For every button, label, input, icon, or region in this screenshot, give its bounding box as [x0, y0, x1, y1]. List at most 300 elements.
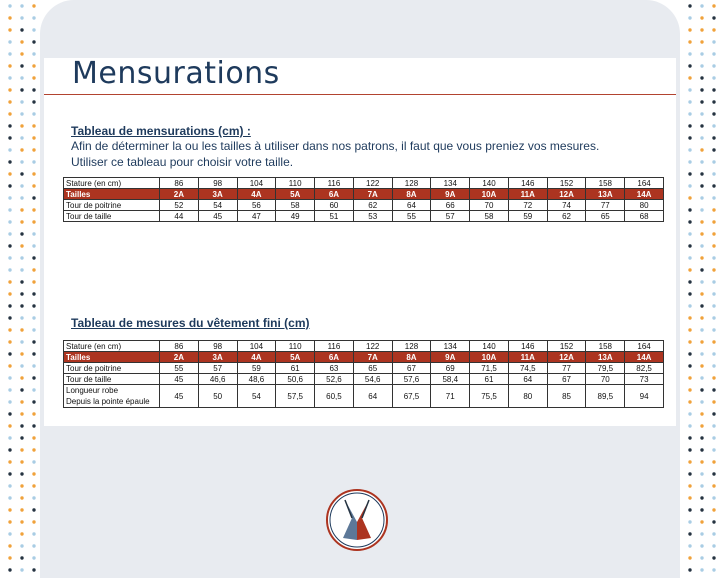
- decor-dot: [712, 148, 715, 151]
- decor-dot: [8, 256, 11, 259]
- mensurations-heading: Tableau de mensurations (cm) :: [71, 124, 251, 138]
- decor-dot: [700, 532, 703, 535]
- decor-dot: [20, 112, 23, 115]
- table-cell: 158: [586, 341, 625, 352]
- table-cell: 71: [431, 385, 470, 408]
- decor-dot: [32, 88, 35, 91]
- decor-dot: [32, 52, 35, 55]
- decor-dot: [32, 160, 35, 163]
- finished-garment-heading: Tableau de mesures du vêtement fini (cm): [71, 316, 310, 330]
- decor-dot: [32, 148, 35, 151]
- table-cell: 10A: [470, 189, 509, 200]
- table-cell: 4A: [237, 189, 276, 200]
- decor-dot: [32, 64, 35, 67]
- decor-dot: [8, 124, 11, 127]
- decor-dot: [32, 220, 35, 223]
- decor-dot: [712, 196, 715, 199]
- decor-dot: [20, 448, 23, 451]
- table-cell: 94: [625, 385, 664, 408]
- decor-dot: [32, 244, 35, 247]
- table-cell: 104: [237, 341, 276, 352]
- table-cell: 122: [353, 178, 392, 189]
- decor-dot: [688, 232, 691, 235]
- table-cell: 122: [353, 341, 392, 352]
- table-cell: 67: [547, 374, 586, 385]
- decor-dot: [688, 352, 691, 355]
- decor-dot: [20, 436, 23, 439]
- decor-dot: [712, 484, 715, 487]
- table-cell: 11A: [508, 352, 547, 363]
- decor-dot: [688, 184, 691, 187]
- decor-dot: [712, 244, 715, 247]
- table-cell: 77: [547, 363, 586, 374]
- decor-dot: [32, 484, 35, 487]
- table-cell: 8A: [392, 189, 431, 200]
- decor-dot: [20, 568, 23, 571]
- decor-dot: [712, 460, 715, 463]
- decor-dot: [688, 556, 691, 559]
- table-cell: 60: [315, 200, 354, 211]
- table-cell: 11A: [508, 189, 547, 200]
- decor-dot: [32, 196, 35, 199]
- decor-dot: [700, 148, 703, 151]
- table-cell: 140: [470, 341, 509, 352]
- intro-line-1: Afin de déterminer la ou les tailles à utiliser dans nos patrons, il faut que vous preniez vos mesures.: [71, 139, 600, 153]
- table-cell: 5A: [276, 189, 315, 200]
- table-cell: 47: [237, 211, 276, 222]
- table-cell: 6A: [315, 189, 354, 200]
- table-row: [64, 352, 664, 363]
- decor-dot: [700, 40, 703, 43]
- title-divider: [44, 94, 676, 95]
- decor-dot: [712, 532, 715, 535]
- row-label: Tour de poitrine: [64, 200, 160, 211]
- table-row: [64, 385, 664, 408]
- table-cell: 67: [392, 363, 431, 374]
- decor-dot: [712, 544, 715, 547]
- decor-dot: [20, 388, 23, 391]
- decor-dot: [712, 232, 715, 235]
- decor-dot: [8, 268, 11, 271]
- decor-dot: [8, 220, 11, 223]
- table-cell: 58: [276, 200, 315, 211]
- decor-dot: [20, 316, 23, 319]
- decor-dot: [8, 136, 11, 139]
- table-cell: 110: [276, 341, 315, 352]
- decor-dot: [712, 568, 715, 571]
- decor-dot: [700, 496, 703, 499]
- decor-dot: [700, 28, 703, 31]
- decor-dot: [32, 472, 35, 475]
- table-cell: 70: [470, 200, 509, 211]
- decor-dot: [700, 484, 703, 487]
- table-cell: 60,5: [315, 385, 354, 408]
- decor-dot: [688, 268, 691, 271]
- decor-dot: [32, 364, 35, 367]
- decor-dot: [20, 364, 23, 367]
- decor-dot: [8, 424, 11, 427]
- table-cell: 3A: [198, 352, 237, 363]
- decor-dot: [712, 352, 715, 355]
- row-label: Stature (en cm): [64, 341, 160, 352]
- table-row: [64, 341, 664, 352]
- decor-dot: [8, 100, 11, 103]
- decor-dot: [32, 436, 35, 439]
- table-cell: 51: [315, 211, 354, 222]
- table-row: [64, 200, 664, 211]
- table-cell: 8A: [392, 352, 431, 363]
- decor-dot: [32, 172, 35, 175]
- decor-dot: [712, 76, 715, 79]
- decor-dot: [688, 472, 691, 475]
- decor-dot: [32, 556, 35, 559]
- table-cell: 2A: [160, 352, 199, 363]
- decor-dot: [712, 328, 715, 331]
- decor-dot: [20, 28, 23, 31]
- decor-dot: [8, 88, 11, 91]
- table-cell: 64: [353, 385, 392, 408]
- decor-dot: [20, 136, 23, 139]
- decor-dot: [20, 484, 23, 487]
- decor-dot: [20, 472, 23, 475]
- decor-dot: [700, 340, 703, 343]
- decor-dot: [32, 184, 35, 187]
- decor-dot: [8, 244, 11, 247]
- decor-dot: [32, 124, 35, 127]
- row-label: Tour de poitrine: [64, 363, 160, 374]
- decor-dot: [700, 16, 703, 19]
- table-cell: 146: [508, 341, 547, 352]
- decor-dot: [32, 400, 35, 403]
- finished-garment-table: [63, 340, 664, 408]
- decor-dot: [8, 52, 11, 55]
- table-cell: 4A: [237, 352, 276, 363]
- decor-dot: [700, 76, 703, 79]
- table-row: [64, 211, 664, 222]
- decor-dot: [712, 292, 715, 295]
- decor-dot: [700, 352, 703, 355]
- decor-dot: [20, 496, 23, 499]
- decor-dot: [688, 412, 691, 415]
- decor-dot: [712, 112, 715, 115]
- decor-dot: [700, 52, 703, 55]
- decor-dot: [712, 160, 715, 163]
- decor-dot: [8, 184, 11, 187]
- decor-dot: [712, 28, 715, 31]
- decor-dot: [700, 388, 703, 391]
- table-cell: 61: [470, 374, 509, 385]
- decor-dot: [712, 136, 715, 139]
- table-cell: 128: [392, 341, 431, 352]
- mensurations-table: [63, 177, 664, 222]
- decor-dot: [8, 28, 11, 31]
- decor-dot: [700, 472, 703, 475]
- decor-dot: [32, 28, 35, 31]
- decor-dot: [688, 52, 691, 55]
- decor-dot: [8, 172, 11, 175]
- decor-dot: [20, 76, 23, 79]
- row-label-line: Depuis la pointe épaule: [66, 397, 150, 406]
- table-cell: 69: [431, 363, 470, 374]
- table-cell: 164: [625, 178, 664, 189]
- decor-dot: [712, 412, 715, 415]
- decor-dot: [700, 100, 703, 103]
- decor-dot: [700, 568, 703, 571]
- table-cell: 146: [508, 178, 547, 189]
- decor-dot: [712, 52, 715, 55]
- decor-dot: [688, 76, 691, 79]
- table-cell: 55: [392, 211, 431, 222]
- decor-dot: [8, 532, 11, 535]
- decor-dot: [32, 508, 35, 511]
- decor-dot: [8, 148, 11, 151]
- table-cell: 57,6: [392, 374, 431, 385]
- decor-dot: [700, 376, 703, 379]
- decor-dot: [8, 520, 11, 523]
- decor-dot: [20, 340, 23, 343]
- decor-dot: [8, 412, 11, 415]
- decor-dot: [700, 508, 703, 511]
- decor-dot: [32, 136, 35, 139]
- decor-dot: [32, 424, 35, 427]
- decor-dot: [20, 376, 23, 379]
- decor-dot: [700, 160, 703, 163]
- table-cell: 14A: [625, 352, 664, 363]
- decor-dot: [712, 496, 715, 499]
- decor-dot: [32, 520, 35, 523]
- decor-dot: [712, 280, 715, 283]
- row-label: Tour de taille: [64, 374, 160, 385]
- table-cell: 164: [625, 341, 664, 352]
- decor-dot: [712, 556, 715, 559]
- intro-text: [71, 138, 599, 170]
- decor-dot: [688, 424, 691, 427]
- decor-dot: [20, 124, 23, 127]
- table-cell: 70: [586, 374, 625, 385]
- table-cell: 116: [315, 178, 354, 189]
- decor-dot: [32, 280, 35, 283]
- dress-logo-icon: [325, 488, 389, 552]
- decor-dot: [688, 136, 691, 139]
- decor-dot: [8, 544, 11, 547]
- decor-dot: [20, 64, 23, 67]
- decor-dot: [20, 268, 23, 271]
- table-cell: 59: [508, 211, 547, 222]
- decor-dot: [688, 160, 691, 163]
- table-cell: 7A: [353, 352, 392, 363]
- decor-dot: [712, 184, 715, 187]
- decor-dot: [712, 268, 715, 271]
- decor-dot: [700, 364, 703, 367]
- table-cell: 73: [625, 374, 664, 385]
- decor-dot: [8, 316, 11, 319]
- decor-dot: [32, 256, 35, 259]
- decor-dot: [8, 352, 11, 355]
- table-row: [64, 189, 664, 200]
- decor-dot: [700, 328, 703, 331]
- decor-dot: [32, 328, 35, 331]
- decor-dot: [20, 460, 23, 463]
- table-row: [64, 178, 664, 189]
- decor-dot: [712, 16, 715, 19]
- decor-dot: [688, 496, 691, 499]
- decor-dot: [8, 448, 11, 451]
- table-cell: 53: [353, 211, 392, 222]
- decor-dot: [688, 88, 691, 91]
- decor-dot: [20, 220, 23, 223]
- table-cell: 12A: [547, 189, 586, 200]
- decor-dot: [712, 364, 715, 367]
- decor-dot: [20, 232, 23, 235]
- decor-dot: [688, 280, 691, 283]
- row-label: Tailles: [64, 352, 160, 363]
- decor-dot: [8, 304, 11, 307]
- table-cell: 58,4: [431, 374, 470, 385]
- decor-dot: [688, 112, 691, 115]
- decor-dot: [700, 448, 703, 451]
- decor-dot: [712, 124, 715, 127]
- decor-dot: [8, 40, 11, 43]
- table-cell: 67,5: [392, 385, 431, 408]
- decor-dot: [20, 556, 23, 559]
- table-cell: 55: [160, 363, 199, 374]
- decor-dot: [8, 364, 11, 367]
- table-row: [64, 374, 664, 385]
- decor-dot: [688, 208, 691, 211]
- decor-dot: [700, 436, 703, 439]
- decor-dot: [20, 4, 23, 7]
- table-cell: 52: [160, 200, 199, 211]
- row-label: Tailles: [64, 189, 160, 200]
- table-cell: 152: [547, 178, 586, 189]
- decor-dot: [688, 244, 691, 247]
- table-cell: 3A: [198, 189, 237, 200]
- decor-dot: [700, 316, 703, 319]
- table-cell: 57: [431, 211, 470, 222]
- page-title: Mensurations: [72, 56, 280, 91]
- table-cell: 80: [625, 200, 664, 211]
- table-cell: 45: [198, 211, 237, 222]
- decor-dot: [700, 232, 703, 235]
- table-cell: 48,6: [237, 374, 276, 385]
- table-cell: 134: [431, 178, 470, 189]
- decor-dot: [712, 220, 715, 223]
- decor-dot: [32, 4, 35, 7]
- decor-dot: [688, 508, 691, 511]
- table-cell: 7A: [353, 189, 392, 200]
- decor-dot: [688, 148, 691, 151]
- table-cell: 10A: [470, 352, 509, 363]
- table-cell: 89,5: [586, 385, 625, 408]
- decor-dot: [688, 460, 691, 463]
- table-cell: 52,6: [315, 374, 354, 385]
- decor-dot: [8, 196, 11, 199]
- table-cell: 12A: [547, 352, 586, 363]
- decor-dot: [32, 352, 35, 355]
- decor-dot: [712, 400, 715, 403]
- decor-dot: [8, 472, 11, 475]
- table-cell: 82,5: [625, 363, 664, 374]
- decor-dot: [8, 340, 11, 343]
- table-cell: 62: [547, 211, 586, 222]
- table-cell: 65: [353, 363, 392, 374]
- decor-dot: [32, 412, 35, 415]
- decor-dot: [8, 568, 11, 571]
- decor-dot: [688, 544, 691, 547]
- table-cell: 85: [547, 385, 586, 408]
- decor-dot: [8, 232, 11, 235]
- decor-dot: [712, 424, 715, 427]
- decor-dot: [32, 16, 35, 19]
- decor-dot: [32, 292, 35, 295]
- decor-dot: [688, 124, 691, 127]
- decor-dot: [700, 172, 703, 175]
- table-cell: 79,5: [586, 363, 625, 374]
- table-cell: 71,5: [470, 363, 509, 374]
- decor-dot: [712, 388, 715, 391]
- decor-dot: [700, 304, 703, 307]
- table-cell: 152: [547, 341, 586, 352]
- decor-dot: [700, 292, 703, 295]
- decor-dot: [712, 316, 715, 319]
- decor-dot: [8, 160, 11, 163]
- table-cell: 44: [160, 211, 199, 222]
- decor-dot: [8, 436, 11, 439]
- decor-dot: [688, 340, 691, 343]
- table-cell: 54: [198, 200, 237, 211]
- table-cell: 66: [431, 200, 470, 211]
- decor-dot: [688, 532, 691, 535]
- decor-dot: [20, 88, 23, 91]
- decor-dot: [712, 40, 715, 43]
- decor-dot: [688, 16, 691, 19]
- table-cell: 50: [198, 385, 237, 408]
- table-cell: 9A: [431, 189, 470, 200]
- decor-dot: [20, 532, 23, 535]
- decor-dot: [700, 268, 703, 271]
- decor-dot: [32, 232, 35, 235]
- decor-dot: [32, 388, 35, 391]
- decor-dot: [700, 124, 703, 127]
- table-cell: 110: [276, 178, 315, 189]
- decor-dot: [688, 292, 691, 295]
- decor-dot: [700, 256, 703, 259]
- table-cell: 45: [160, 385, 199, 408]
- decor-dot: [700, 412, 703, 415]
- decor-dot: [700, 136, 703, 139]
- decor-dot: [712, 520, 715, 523]
- decor-dot: [700, 280, 703, 283]
- table-cell: 9A: [431, 352, 470, 363]
- decor-dot: [688, 196, 691, 199]
- decor-dot: [32, 568, 35, 571]
- decor-dot: [712, 100, 715, 103]
- decor-dot: [688, 28, 691, 31]
- decor-dot: [712, 88, 715, 91]
- decor-dot: [700, 112, 703, 115]
- decor-dot: [700, 400, 703, 403]
- table-cell: 54: [237, 385, 276, 408]
- table-cell: 62: [353, 200, 392, 211]
- decor-dot: [20, 160, 23, 163]
- decor-dot: [20, 424, 23, 427]
- decor-dot: [700, 544, 703, 547]
- table-cell: 64: [392, 200, 431, 211]
- row-label: Stature (en cm): [64, 178, 160, 189]
- decor-dot: [688, 172, 691, 175]
- decor-dot: [688, 4, 691, 7]
- decor-dot: [700, 4, 703, 7]
